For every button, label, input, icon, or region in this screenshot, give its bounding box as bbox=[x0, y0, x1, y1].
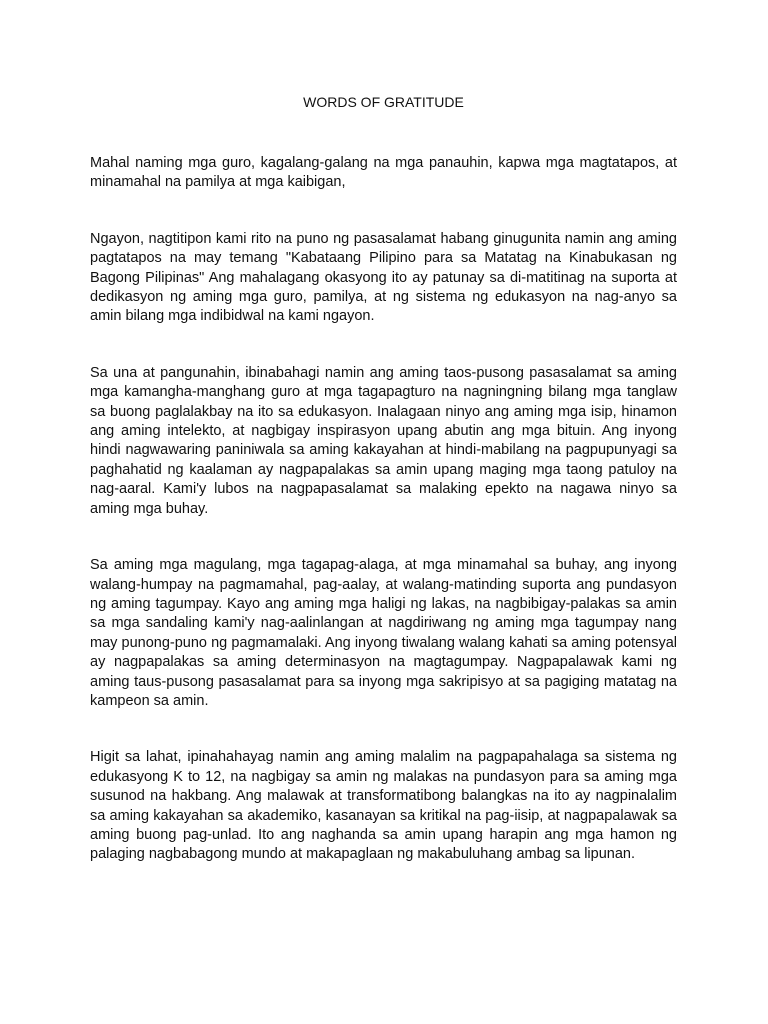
greeting-paragraph: Mahal naming mga guro, kagalang-galang na mga panauhin, kapwa mga magtatapos, at minamahal na pamilya at mga kaibigan, bbox=[90, 155, 677, 191]
paragraph-2: Sa una at pangunahin, ibinabahagi namin ang aming taos-pusong pasasalamat sa aming mga kamangha-manghang guro at mga tagapagturo na nagningning bilang mga tanglaw sa buong paglalakbay na ito sa edukasyon. Inalagaan ninyo ang aming mga isip, hinamon ang aming intelekto, at nagbigay inspirasyon upang abutin ang mga bituin. Ang inyong hindi nagwawaring paniniwala sa aming kakayahan at hindi-mabilang na pagpupunyagi sa paghahatid ng kaalaman ay nagpapalakas sa amin upang maging mga taong patuloy na nag-aaral. Kami'y lubos na nagpapasalamat sa malaking epekto na nagawa ninyo sa aming mga buhay. bbox=[90, 364, 677, 517]
document-page bbox=[90, 92, 677, 865]
paragraph-3: Sa aming mga magulang, mga tagapag-alaga, at mga minamahal sa buhay, ang inyong walang-humpay na pagmamahal, pag-aalay, at walang-matinding suporta ang pundasyon ng aming tagumpay. Kayo ang aming mga haligi ng lakas, na nagbibigay-palakas sa amin sa mga sandaling kami'y nag-aalinlangan at nagdiriwang ng aming mga tagumpay nang may punong-puno ng pagmamalaki. Ang inyong tiwalang walang kahati sa aming potensyal ay nagpapalakas sa aming determinasyon na magtagumpay. Nagpapalawak kami ng aming taus-pusong pasasalamat para sa inyong mga sakripisyo at sa pagiging matatag na kampeon sa amin. bbox=[90, 557, 677, 709]
document-title: WORDS OF GRATITUDE bbox=[303, 94, 464, 110]
paragraph-4: Higit sa lahat, ipinahahayag namin ang aming malalim na pagpapahalaga sa sistema ng edukasyong K to 12, na nagbigay sa amin ng malakas na pundasyon para sa aming mga susunod na hakbang. Ang malawak at transformatibong balangkas na ito ay nagpinalalim sa aming kakayahan sa akademiko, kasanayan sa kritikal na pag-iisip, at nagpapalawak sa aming buong pag-unlad. Ito ang naghanda sa amin upang harapin ang mga hamon ng palaging nagbabagong mundo at makapaglaan ng makabuluhang ambag sa lipunan. bbox=[90, 749, 677, 863]
paragraph-1: Ngayon, nagtitipon kami rito na puno ng pasasalamat habang ginugunita namin ang aming pagtatapos na may temang "Kabataang Pilipino para sa Matatag na Kinabukasan ng Bagong Pilipinas" Ang mahalagang okasyong ito ay patunay sa di-matitinag na suporta at dedikasyon ng aming mga guro, pamilya, at ng sistema ng edukasyon na nag-anyo sa amin bilang mga indibidwal na kami ngayon. bbox=[90, 230, 677, 325]
